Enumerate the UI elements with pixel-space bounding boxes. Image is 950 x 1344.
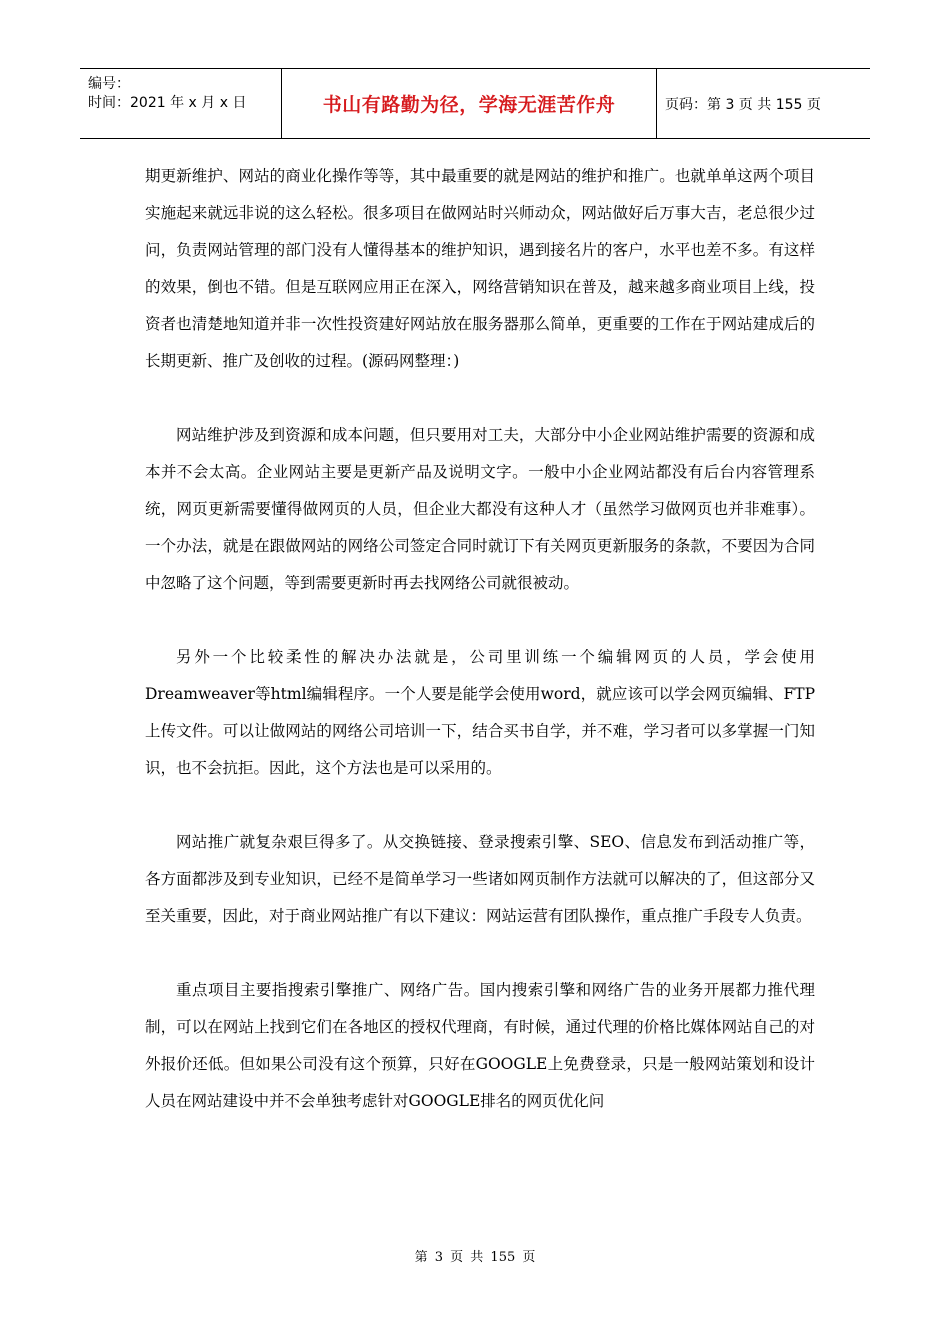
paragraph: 网站维护涉及到资源和成本问题，但只要用对工夫，大部分中小企业网站维护需要的资源和成本并不会太高。企业网站主要是更新产品及说明文字。一般中小企业网站都没有后台内容管理系统，网页更新需要懂得做网页的人员，但企业大都没有这种人才（虽然学习做网页也并非难事）。一个办法，就是在跟做网站的网络公司签定合同时就订下有关网页更新服务的条款，不要因为合同中忽略了这个问题，等到需要更新时再去找网络公司就很被动。	[145, 426, 815, 592]
paragraph: 网站推广就复杂艰巨得多了。从交换链接、登录搜索引擎、SEO、信息发布到活动推广等，各方面都涉及到专业知识，已经不是简单学习一些诸如网页制作方法就可以解决的了，但这部分又至关重要，因此，对于商业网站推广有以下建议：网站运营有团队操作，重点推广手段专人负责。	[145, 833, 815, 925]
header-motto-cell	[282, 69, 657, 138]
paragraph: 另外一个比较柔性的解决办法就是，公司里训练一个编辑网页的人员，学会使用Dreamweaver等html编辑程序。一个人要是能学会使用word，就应该可以学会网页编辑、FTP上传文件。可以让做网站的网络公司培训一下，结合买书自学，并不难，学习者可以多掌握一门知识，也不会抗拒。因此，这个方法也是可以采用的。	[145, 648, 815, 777]
document-body	[145, 158, 815, 1157]
header-motto: 书山有路勤为径，学海无涯苦作舟	[322, 94, 616, 116]
document-date: 时间：2021 年 x 月 x 日	[88, 95, 247, 111]
page-header	[80, 68, 870, 139]
header-meta	[80, 69, 282, 138]
page-footer: 第 3 页 共 155 页	[414, 1250, 536, 1265]
header-page-info: 页码：第 3 页 共 155 页	[665, 96, 821, 113]
paragraph: 期更新维护、网站的商业化操作等等，其中最重要的就是网站的维护和推广。也就单单这两个项目实施起来就远非说的这么轻松。很多项目在做网站时兴师动众，网站做好后万事大吉，老总很少过问，负责网站管理的部门没有人懂得基本的维护知识，遇到接名片的客户，水平也差不多。有这样的效果，倒也不错。但是互联网应用正在深入，网络营销知识在普及，越来越多商业项目上线，投资者也清楚地知道并非一次性投资建好网站放在服务器那么简单，更重要的工作在于网站建成后的长期更新、推广及创收的过程。(源码网整理：)	[145, 167, 815, 370]
paragraph: 重点项目主要指搜索引擎推广、网络广告。国内搜索引擎和网络广告的业务开展都力推代理制，可以在网站上找到它们在各地区的授权代理商，有时候，通过代理的价格比媒体网站自己的对外报价还低。但如果公司没有这个预算，只好在GOOGLE上免费登录，只是一般网站策划和设计人员在网站建设中并不会单独考虑针对GOOGLE排名的网页优化问	[145, 981, 815, 1110]
document-number-label: 编号：	[88, 76, 130, 92]
